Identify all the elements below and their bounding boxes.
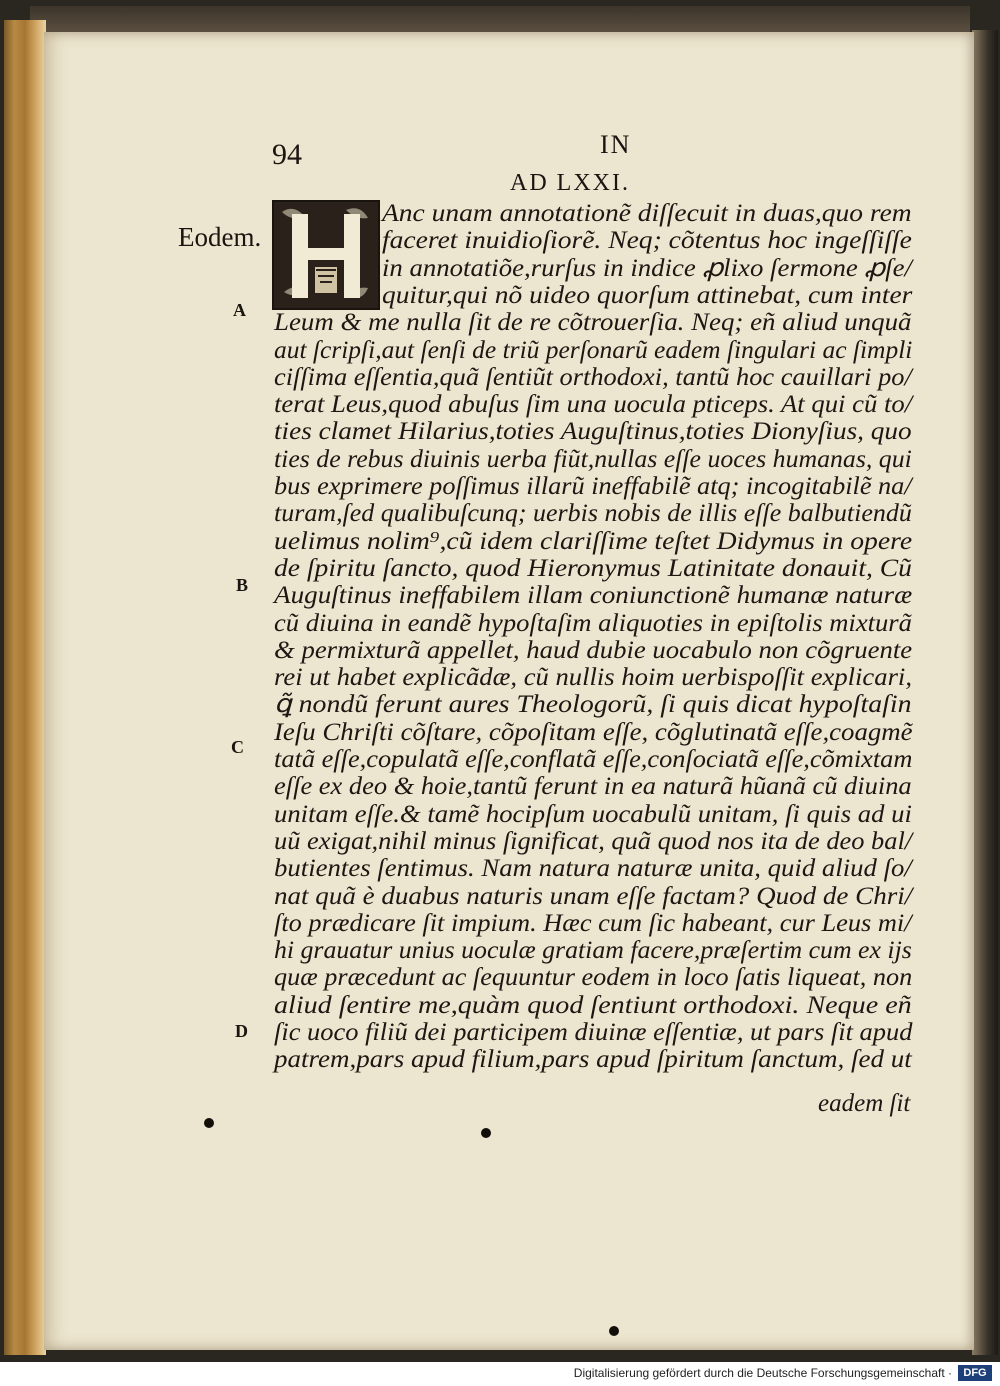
book-fore-edge <box>4 20 46 1355</box>
text-line: Anc unam annotationẽ diſſecuit in duas,quo rem <box>382 200 912 227</box>
text-line: ſto prædicare ſit impium. Hæc cum ſic habeant, cur Leus mi/ <box>274 909 912 937</box>
text-line: Leum & me nulla ſit de re cõtrouerſia. Neq; eñ aliud unquã <box>274 309 912 337</box>
text-line: ties clamet Hilarius,toties Auguſtinus,toties Dionyſius, quo <box>274 418 912 446</box>
text-line: bus exprimere poſſimus illarũ ineffabilẽ atq; incogitabilẽ na/ <box>274 473 912 500</box>
page-number: 94 <box>272 138 302 171</box>
catchword: eadem ſit <box>818 1090 911 1117</box>
side-heading: Eodem. <box>178 222 262 252</box>
text-line: turam,ſed qualibuſcunq; uerbis nobis de illis eſſe balbutiendũ <box>274 500 912 528</box>
text-line: butientes ſentimus. Nam natura naturæ unita, quid aliud ſo/ <box>274 855 912 883</box>
printer-mark-dot <box>609 1326 619 1336</box>
text-line: nat quã è duabus naturis unam eſſe factam? Quod de Chri/ <box>274 882 913 910</box>
margin-letter-b: B <box>236 575 249 595</box>
margin-letter-a: A <box>233 300 246 320</box>
text-line: ſic uoco filiũ dei participem diuinæ eſſentiæ, ut pars ſit apud <box>274 1019 913 1046</box>
text-line: aliud ſentire me,quàm quod ſentiunt orthodoxi. Neque eñ <box>274 991 912 1019</box>
book-top-edge <box>30 6 970 34</box>
text-line: in annotatiõe,rurſus in indice ꝓlixo ſermone ꝓſe/ <box>382 254 912 282</box>
text-line: rei ut habet explicãdæ, cũ nullis hoim uerbispoſſit explicari, <box>274 664 912 692</box>
text-line: eſſe ex deo & hoie,tantũ ferunt in ea naturã hũanã cũ diuina <box>274 773 912 801</box>
text-line: & permixturã appellet, haud dubie uocabulo non cõgruente <box>274 636 913 664</box>
printer-mark-dot <box>204 1118 214 1128</box>
text-line: hi grauatur unius uoculæ gratiam facere,præſertim cum ex ijs <box>274 937 912 965</box>
text-line: patrem,pars apud filium,pars apud ſpiritum ſanctum, ſed ut <box>274 1046 912 1074</box>
text-line: ꝗ̃ nondũ ferunt aures Theologorũ, ſi quis dicat hypoſtaſin <box>274 691 912 719</box>
margin-letter-d: D <box>235 1021 248 1041</box>
text-line: cũ diuina in eandẽ hypoſtaſim aliquoties in epiſtolis mixturã <box>274 609 912 637</box>
text-line: ciſſima eſſentia,quã ſentiũt orthodoxi, tantũ hoc cauillari po/ <box>274 363 912 391</box>
text-line: quæ præcedunt ac ſequuntur eodem in loco ſatis liqueat, non <box>274 964 913 992</box>
text-line: de ſpiritu ſancto, quod Hieronymus Latinitate donauit, Cũ <box>274 554 912 582</box>
text-line: aut ſcripſi,aut ſenſi de triũ perſonarũ eadem ſingulari ac ſimpli <box>274 336 913 364</box>
book-right-edge <box>972 30 998 1355</box>
text-line: unitam eſſe.& tamẽ hocipſum uocabulũ unitam, ſi quis ad ui <box>274 800 912 828</box>
printer-mark-dot <box>481 1128 491 1138</box>
text-line: faceret inuidioſiorẽ. Neq; cõtentus hoc ingeſſiſſe <box>382 227 912 255</box>
text-line: tatã eſſe,copulatã eſſe,conflatã eſſe,conſociatã eſſe,cõmixtam <box>274 746 913 773</box>
running-head: IN <box>600 130 632 159</box>
text-line: uelimus nolim⁹,cũ idem clariſſime teſtet Didymus in opere <box>274 527 913 555</box>
section-heading: AD LXXI. <box>510 170 630 196</box>
dfg-logo: DFG <box>958 1365 992 1381</box>
text-line: uũ exigat,nihil minus ſignificat, quã quod nos ita de deo bal/ <box>274 827 913 855</box>
footer-bar <box>0 1362 1000 1386</box>
text-line: ties de rebus diuinis uerba fiũt,nullas eſſe uoces humanas, qui <box>274 445 912 473</box>
footer-credit: Digitalisierung gefördert durch die Deutsche Forschungsgemeinschaft · <box>573 1366 952 1380</box>
decorated-initial-h <box>272 200 380 310</box>
text-line: Auguſtinus ineffabilem illam coniunctionẽ humanæ naturæ <box>274 582 913 610</box>
text-line: quitur,qui nõ uideo quorſum attinebat, cum inter <box>382 281 913 309</box>
margin-letter-c: C <box>231 737 244 757</box>
text-line: Ieſu Chriſti cõſtare, cõpoſitam eſſe, cõglutinatã eſſe,coagmẽ <box>274 718 913 746</box>
text-line: terat Leus,quod abuſus ſim una uocula pticeps. At qui cũ to/ <box>274 391 913 419</box>
